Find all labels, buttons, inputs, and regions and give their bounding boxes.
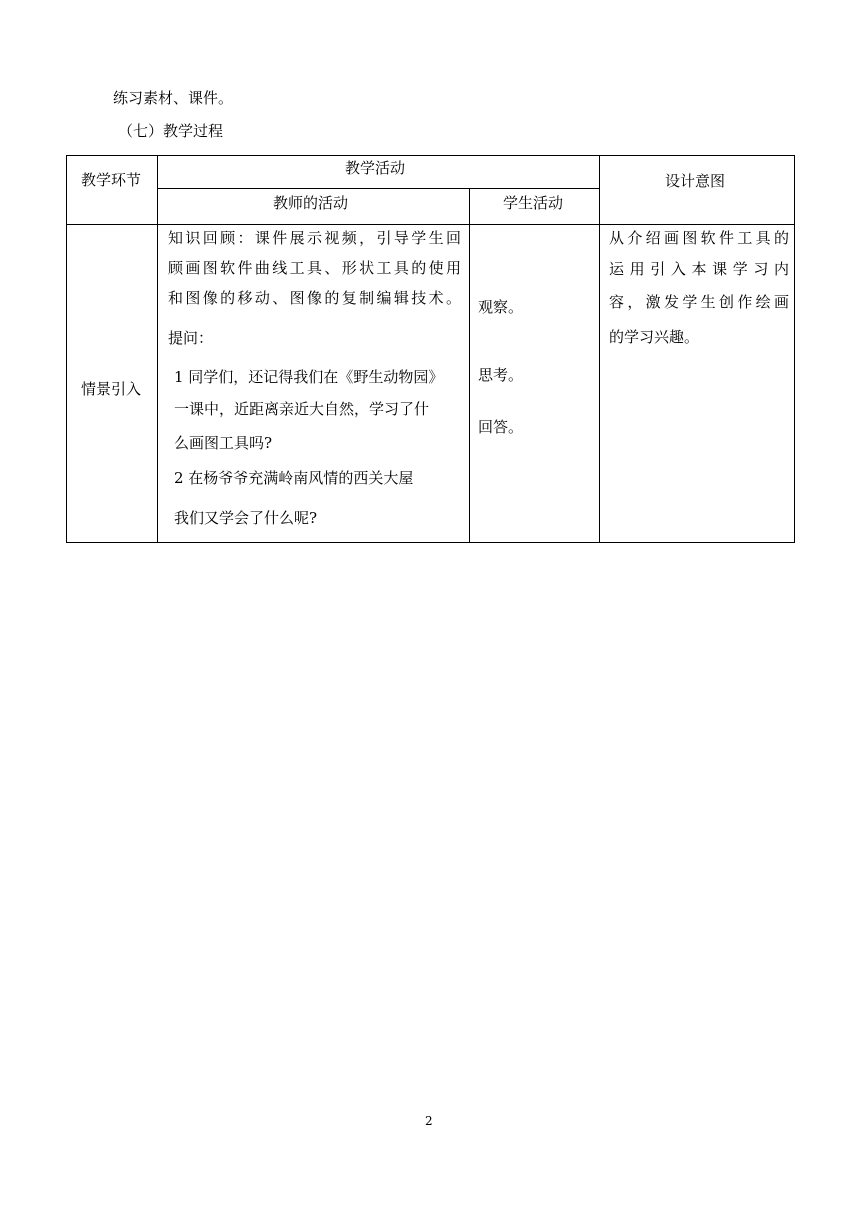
header-activity: 教学活动 [345, 159, 406, 177]
col-divider-1 [157, 156, 158, 542]
header-subdivider [157, 188, 599, 189]
student-line: 思考。 [478, 366, 524, 384]
materials-text: 练习素材、课件。 [113, 89, 234, 107]
teacher-line: 2 在杨爷爷充满岭南风情的西关大屋 [174, 469, 414, 487]
row-stage: 情景引入 [81, 380, 142, 398]
teacher-line: 么画图工具吗? [174, 434, 273, 452]
teacher-line: 提问： [168, 329, 214, 347]
header-teacher: 教师的活动 [273, 194, 349, 212]
page-number: 2 [425, 1114, 433, 1128]
student-line: 观察。 [478, 298, 524, 316]
col-divider-2 [469, 188, 470, 542]
teacher-line: 我们又学会了什么呢? [174, 509, 318, 527]
header-stage: 教学环节 [81, 171, 142, 189]
intent-line: 的学习兴趣。 [609, 328, 700, 346]
header-bottom-line [67, 224, 794, 225]
section-heading: （七）教学过程 [118, 122, 224, 140]
teaching-process-table [66, 155, 795, 543]
intent-line: 从介绍画图软件工具的 [609, 229, 789, 247]
header-student: 学生活动 [503, 194, 564, 212]
teacher-line: 一课中，近距离亲近大自然，学习了什 [174, 400, 430, 418]
teacher-line: 1 同学们，还记得我们在《野生动物园》 [174, 368, 444, 386]
intent-line: 容，激发学生创作绘画 [609, 293, 789, 311]
teacher-line: 和图像的移动、图像的复制编辑技术。 [168, 289, 461, 307]
header-intent: 设计意图 [665, 172, 726, 190]
teacher-line: 知识回顾：课件展示视频，引导学生回 [168, 229, 461, 247]
teacher-line: 顾画图软件曲线工具、形状工具的使用 [168, 259, 461, 277]
student-line: 回答。 [478, 418, 524, 436]
col-divider-3 [599, 156, 600, 542]
intent-line: 运用引入本课学习内 [609, 260, 789, 278]
